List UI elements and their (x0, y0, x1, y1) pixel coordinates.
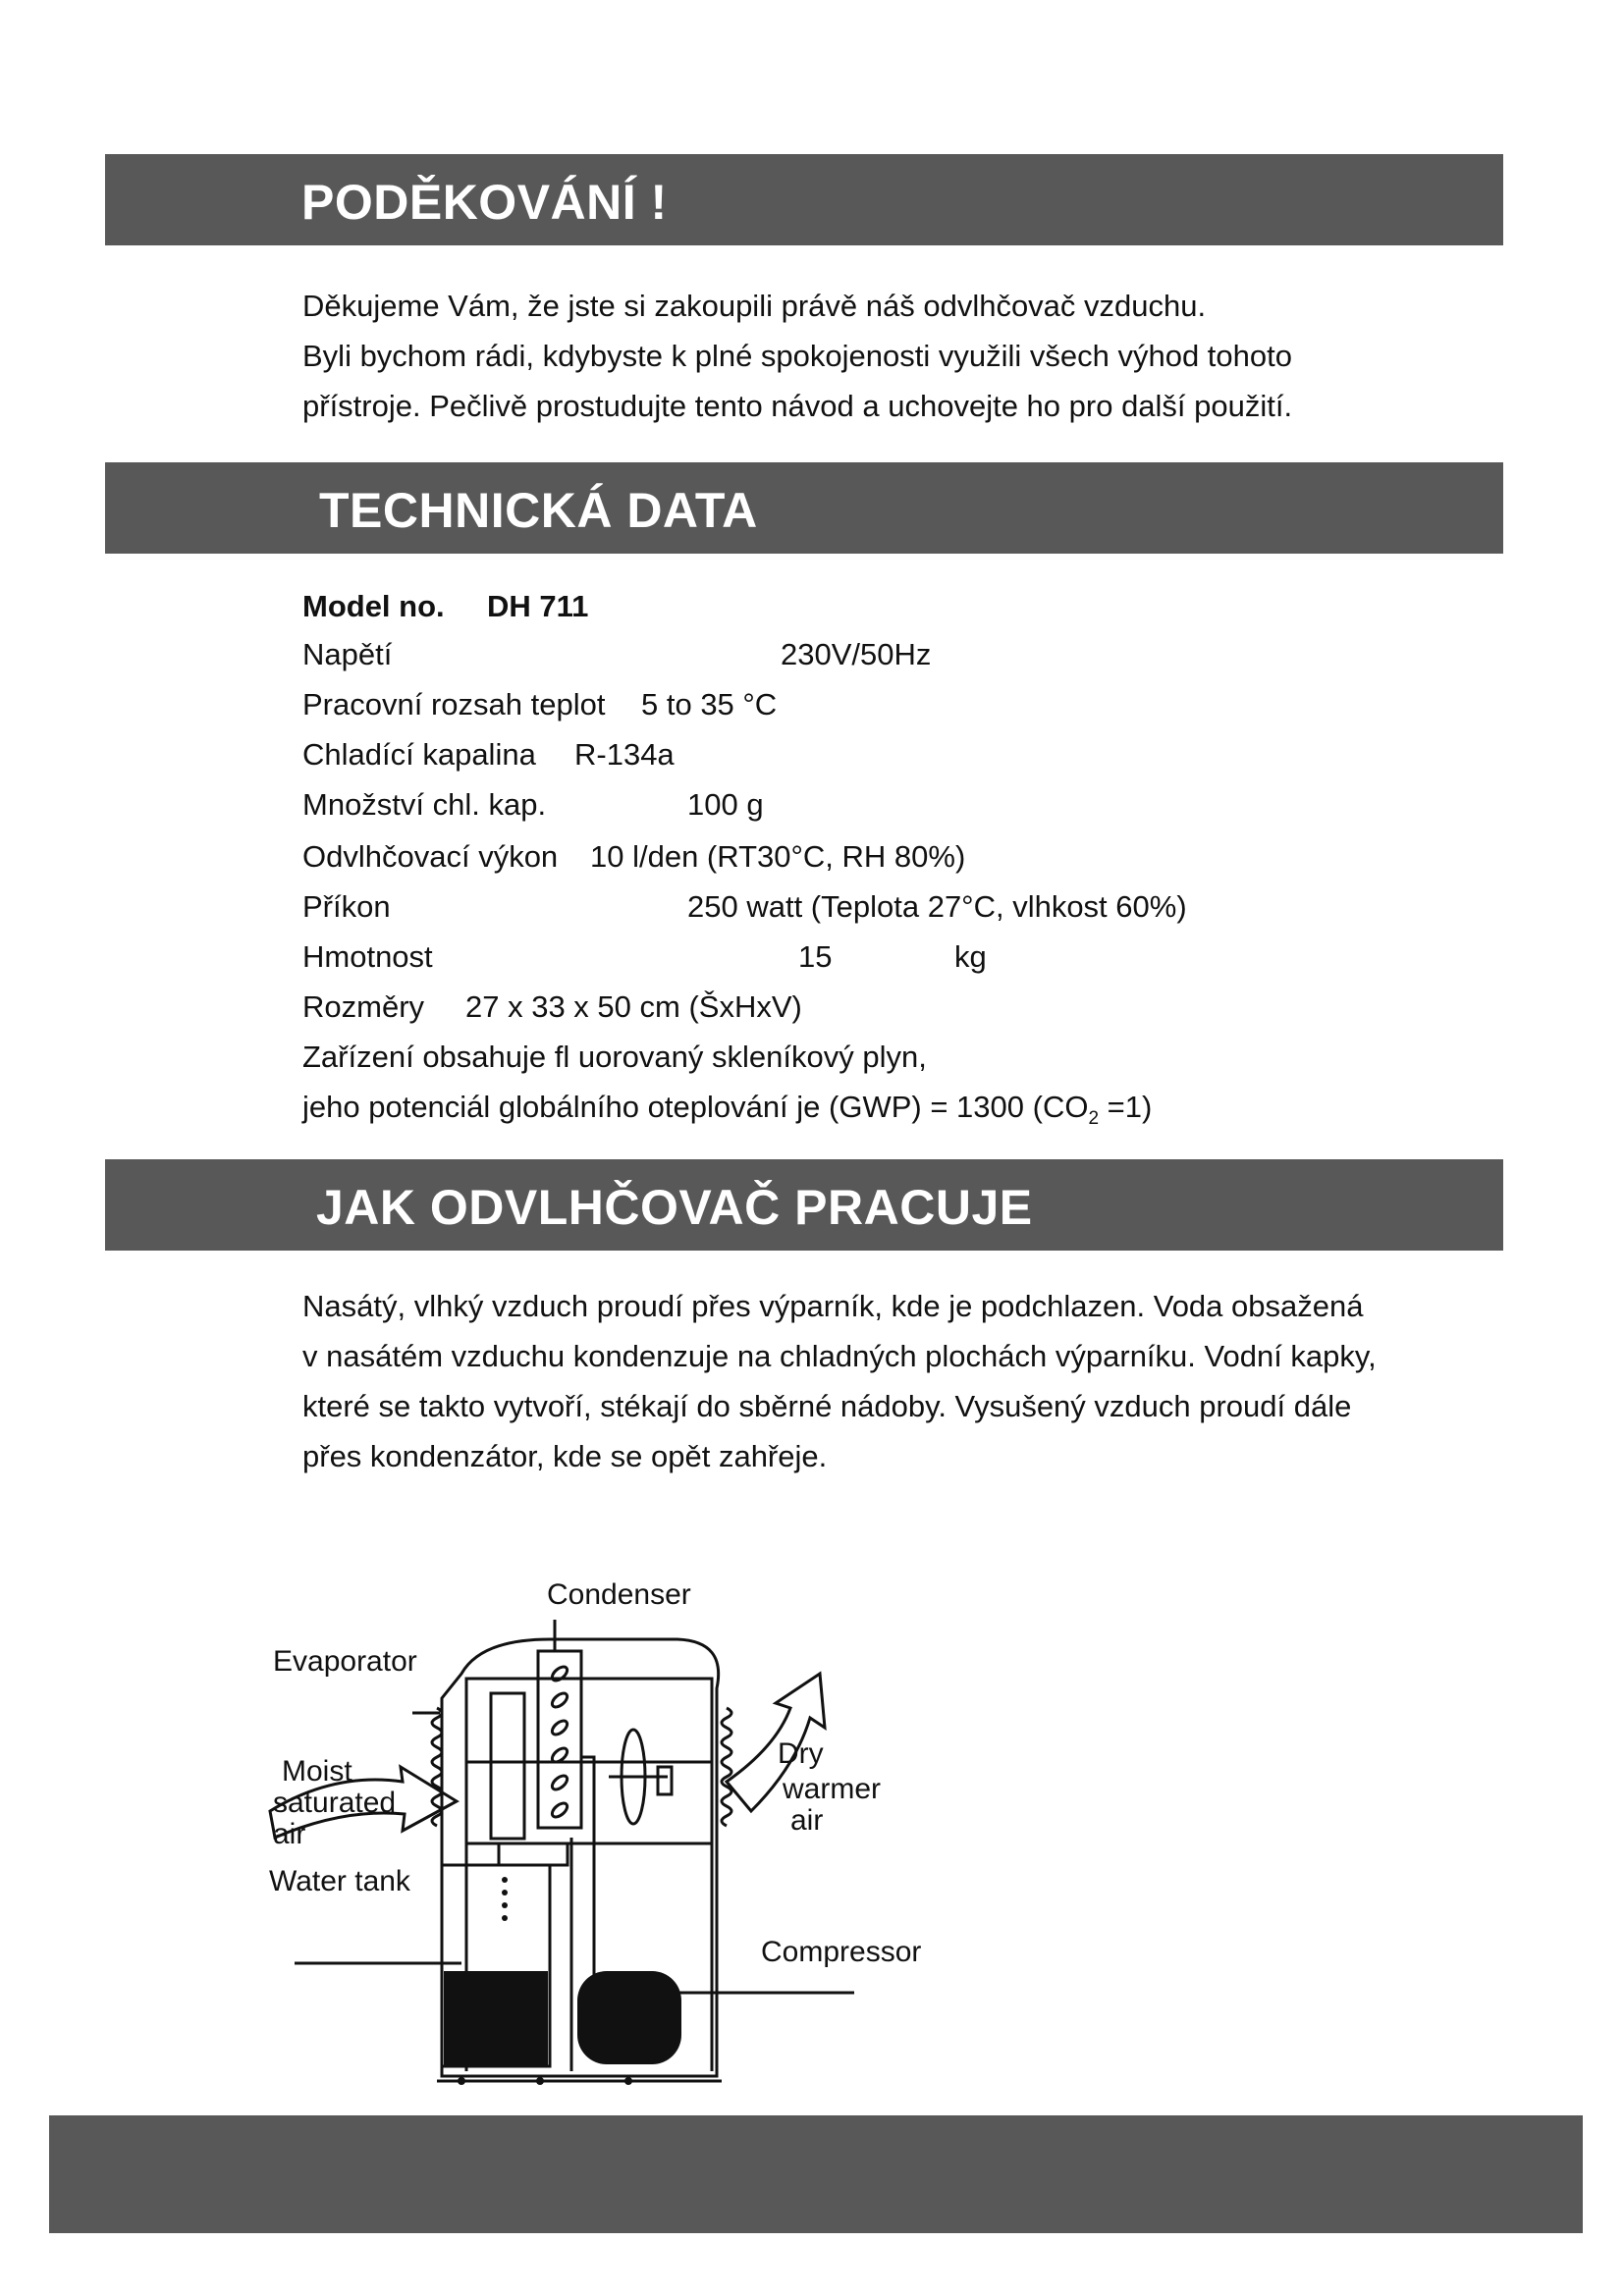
evaporator-coil (491, 1693, 524, 1839)
refrigerant-label: Chladící kapalina (302, 737, 536, 772)
condenser-fin (550, 1800, 569, 1819)
thanks-line: přístroje. Pečlivě prostudujte tento návod a uchovejte ho pro další použití. (302, 389, 1293, 423)
gwp-line-end: =1) (1099, 1090, 1153, 1124)
right-coil (722, 1708, 731, 1826)
water-drop (502, 1877, 508, 1883)
label-air-out: air (790, 1804, 824, 1837)
how-line: Nasátý, vlhký vzduch proudí přes výparník, kde je podchlazen. Voda obsažená (302, 1289, 1364, 1323)
power-label: Příkon (302, 889, 391, 924)
section-header-thanks (105, 154, 1503, 245)
temp-value: 5 to 35 °C (641, 687, 778, 721)
label-saturated: saturated (273, 1787, 397, 1819)
model-label: Model no. (302, 589, 445, 623)
capacity-label: Odvlhčovací výkon (302, 839, 559, 874)
dimensions-value: 27 x 33 x 50 cm (ŠxHxV) (465, 989, 802, 1024)
compressor-body (577, 1971, 681, 2064)
foot (624, 2077, 632, 2085)
section-header-tech (105, 462, 1503, 554)
gwp-line (302, 1090, 1152, 1130)
label-warmer: warmer (783, 1773, 882, 1805)
foot (458, 2077, 465, 2085)
water-drop (502, 1890, 508, 1896)
thanks-paragraph (302, 281, 1292, 431)
section-header-how (105, 1159, 1503, 1251)
label-water-tank: Water tank (269, 1865, 410, 1897)
weight-value: 15 (798, 939, 833, 974)
condenser-fin (550, 1718, 569, 1736)
condenser-fin (550, 1773, 569, 1791)
section-title-tech: TECHNICKÁ DATA (319, 483, 758, 538)
section-title-how: JAK ODVLHČOVAČ PRACUJE (316, 1180, 1033, 1235)
how-line: které se takto vytvoří, stékají do sběrné nádoby. Vysušený vzduch proudí dále (302, 1389, 1352, 1423)
condenser-fin (550, 1690, 569, 1709)
top-chamber (466, 1679, 712, 1762)
water-drop (502, 1902, 508, 1908)
label-compressor: Compressor (761, 1936, 922, 1968)
condenser-fin (550, 1664, 569, 1682)
label-evaporator: Evaporator (273, 1645, 417, 1678)
spec-list (302, 589, 1284, 1139)
amount-value: 100 g (687, 787, 764, 822)
how-line: v nasátém vzduchu kondenzuje na chladných plochách výparníku. Vodní kapky, (302, 1339, 1377, 1373)
how-line: přes kondenzátor, kde se opět zahřeje. (302, 1439, 828, 1473)
label-moist: Moist (282, 1755, 352, 1788)
water-drop (502, 1915, 508, 1921)
dehumidifier-diagram (255, 1580, 982, 2110)
gwp-subscript: 2 (1088, 1108, 1100, 1130)
label-air-in: air (273, 1818, 306, 1850)
capacity-value: 10 l/den (RT30°C, RH 80%) (590, 839, 966, 874)
footer-band (49, 2115, 1583, 2233)
amount-label: Množství chl. kap. (302, 787, 547, 822)
float-valve (499, 1843, 568, 1865)
weight-label: Hmotnost (302, 939, 433, 974)
fan-motor (658, 1767, 672, 1794)
gas-line: Zařízení obsahuje fl uorovaný skleníkový plyn, (302, 1040, 927, 1074)
voltage-value: 230V/50Hz (781, 637, 932, 671)
model-value: DH 711 (487, 589, 589, 623)
label-condenser: Condenser (547, 1578, 691, 1611)
label-dry: Dry (778, 1737, 824, 1770)
power-value: 250 watt (Teplota 27°C, vlhkost 60%) (687, 889, 1187, 924)
foot (536, 2077, 544, 2085)
gwp-line-start: jeho potenciál globálního oteplování je (GWP) = 1300 (CO (302, 1090, 1089, 1124)
voltage-label: Napětí (302, 637, 393, 671)
temp-label: Pracovní rozsah teplot (302, 687, 606, 721)
how-paragraph (302, 1281, 1377, 1481)
thanks-line: Byli bychom rádi, kdybyste k plné spokojenosti využili všech výhod tohoto (302, 339, 1292, 373)
water-fill (444, 1971, 548, 2065)
refrigerant-value: R-134a (574, 737, 675, 772)
weight-unit: kg (954, 939, 987, 974)
dimensions-label: Rozměry (302, 989, 425, 1024)
thanks-line: Děkujeme Vám, že jste si zakoupili právě náš odvlhčovač vzduchu. (302, 289, 1207, 323)
section-title-thanks: PODĚKOVÁNÍ ! (301, 175, 668, 230)
